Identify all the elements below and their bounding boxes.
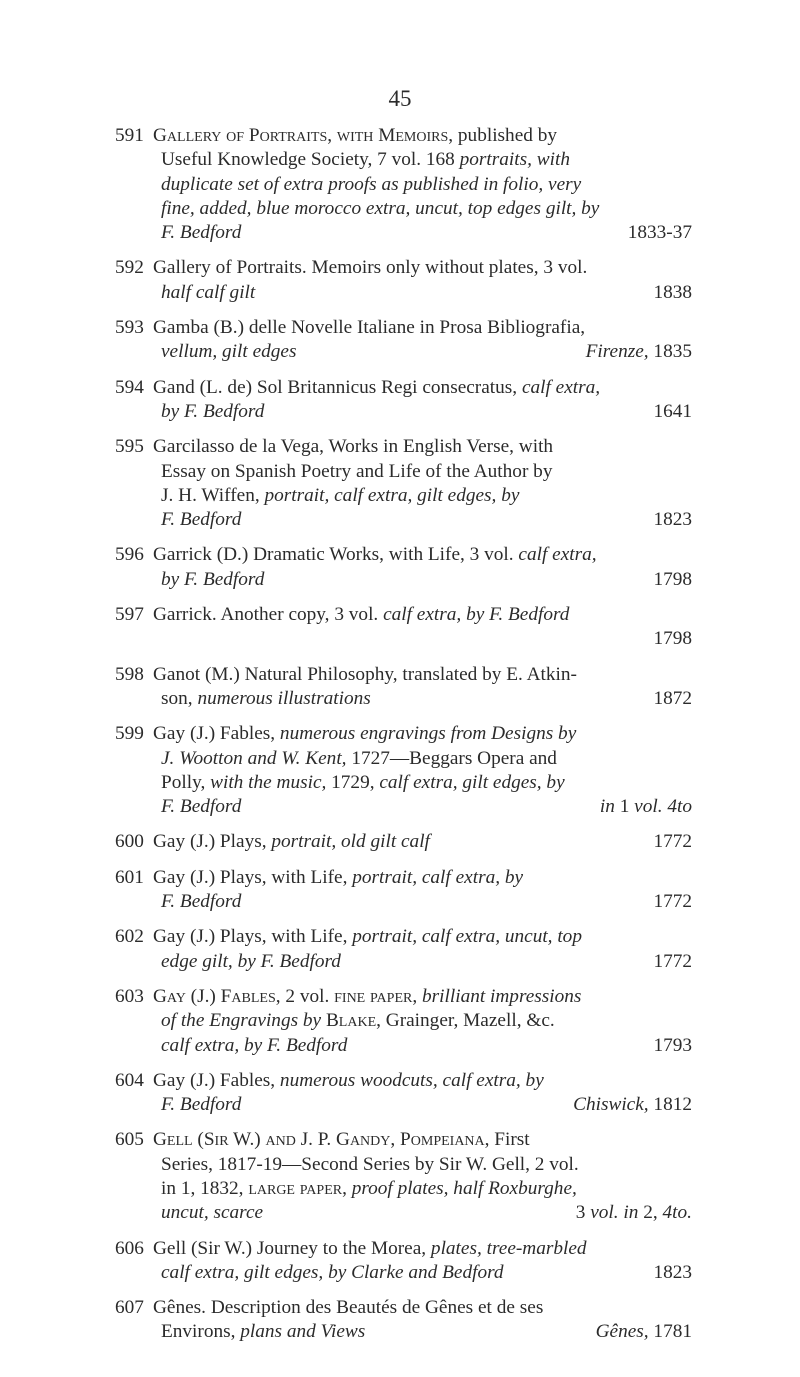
text-segment: Gamba (B.) delle Novelle Italiane in Prosa Bibliografia, — [153, 317, 586, 339]
catalogue-entry — [117, 1237, 692, 1286]
text-segment: Gallery of Portraits. Memoirs only without plates, 3 vol. — [153, 257, 588, 279]
entry-line — [153, 484, 692, 508]
text-segment: 1781 — [648, 1321, 692, 1343]
entry-line — [153, 508, 692, 532]
text-segment: 1798 — [653, 628, 692, 650]
catalogue-entry — [117, 1128, 692, 1225]
entry-line — [153, 1237, 692, 1261]
entry-line — [153, 1201, 692, 1225]
entry-line — [153, 1034, 692, 1058]
line-right-date — [653, 281, 692, 305]
line-right-date — [653, 830, 692, 854]
line-right-date — [596, 1320, 692, 1344]
line-right-date — [653, 890, 692, 914]
entry-line — [153, 1009, 692, 1033]
small-caps-text: Gallery of Portraits, with Memoirs, — [153, 125, 454, 146]
entry-line — [153, 925, 692, 949]
entry-line — [153, 1296, 692, 1320]
line-left — [161, 950, 341, 974]
text-segment: 1838 — [653, 281, 692, 303]
italic-text: calf extra, by F. Bedford — [383, 604, 570, 626]
lot-number: 598 — [115, 663, 144, 685]
italic-text: portrait, calf extra, gilt edges, by — [264, 484, 520, 506]
small-caps-text: Blake, — [321, 1010, 381, 1032]
lot-number: 592 — [115, 257, 144, 279]
italic-text: of the Engravings by — [161, 1010, 322, 1032]
line-right-date — [600, 795, 692, 819]
italic-text: portraits, with — [459, 149, 570, 171]
catalogue-entry — [117, 663, 692, 712]
line-left — [161, 890, 241, 914]
entry-line — [153, 747, 692, 771]
text-segment: Essay on Spanish Poetry and Life of the Author by — [161, 460, 553, 482]
entry-line — [153, 197, 692, 221]
entry-line — [153, 1177, 692, 1201]
catalogue-entry — [117, 543, 692, 592]
italic-text: F. Bedford — [161, 796, 242, 818]
italic-text: edge gilt, by F. Bedford — [161, 950, 341, 972]
entry-line — [153, 1153, 692, 1177]
entry-line — [153, 340, 692, 364]
italic-text: plates, tree-marbled — [430, 1237, 587, 1259]
line-right-date — [653, 400, 692, 424]
italic-text: uncut, scarce — [161, 1202, 264, 1224]
catalogue-entry — [117, 124, 692, 245]
entry-line — [153, 435, 692, 459]
italic-text: calf extra, — [518, 544, 597, 566]
italic-text: Gênes, — [595, 1321, 649, 1343]
entry-line — [153, 568, 692, 592]
italic-text: calf extra, — [521, 376, 601, 398]
entry-line — [153, 687, 692, 711]
text-segment: Gay (J.) Plays, with Life, — [153, 866, 353, 888]
entry-line — [153, 950, 692, 974]
entry-line — [153, 603, 692, 627]
entry-line — [153, 1093, 692, 1117]
text-segment: in 1, 1832, — [161, 1177, 249, 1199]
text-segment: published by — [453, 125, 557, 146]
entry-line — [153, 722, 692, 746]
italic-text: duplicate set of extra proofs as published in folio, very — [161, 173, 582, 195]
line-right-date — [576, 1201, 692, 1225]
catalogue-entry — [117, 603, 692, 652]
text-segment: 1812 — [648, 1094, 692, 1116]
line-left — [161, 281, 255, 305]
italic-text: portrait, calf extra, by — [352, 866, 524, 888]
italic-text: vol. in — [590, 1202, 639, 1224]
catalogue-entry — [117, 1069, 692, 1118]
line-right-date — [653, 687, 692, 711]
lot-number: 601 — [115, 866, 144, 888]
text-segment: 3 — [575, 1202, 591, 1224]
entry-line — [153, 795, 692, 819]
small-caps-text: fine paper, — [334, 985, 418, 1007]
italic-text: in — [599, 796, 615, 818]
italic-text: numerous illustrations — [197, 687, 371, 709]
italic-text: numerous engravings from Designs by — [279, 723, 577, 745]
text-segment: 1872 — [653, 687, 692, 709]
italic-text: F. Bedford — [161, 891, 242, 913]
text-segment: 1772 — [653, 891, 692, 913]
catalogue-entry — [117, 925, 692, 974]
text-segment: First — [489, 1129, 530, 1151]
text-segment: 1793 — [653, 1034, 692, 1056]
text-segment: Garcilasso de la Vega, Works in English Verse, with — [153, 436, 554, 458]
italic-text: Firenze, — [585, 341, 649, 363]
italic-text: calf extra, by F. Bedford — [161, 1034, 348, 1056]
entry-line — [153, 890, 692, 914]
line-left — [161, 1093, 241, 1117]
page-number: 45 — [388, 86, 412, 111]
line-right-date — [653, 1034, 692, 1058]
entry-line — [153, 281, 692, 305]
italic-text: half calf gilt — [161, 281, 256, 303]
text-segment: 1729, — [326, 771, 380, 793]
catalogue-entry — [117, 985, 692, 1058]
text-segment: 1 — [614, 796, 635, 818]
line-right-date — [653, 1261, 692, 1285]
italic-text: brilliant impressions — [417, 985, 582, 1007]
italic-text: vol. 4to — [634, 796, 692, 818]
italic-text: calf extra, gilt edges, by Clarke and Bedford — [161, 1261, 504, 1283]
catalogue-entry — [117, 316, 692, 365]
entry-line — [153, 985, 692, 1009]
text-segment: Gay (J.) Fables, — [153, 723, 280, 745]
entry-line — [153, 866, 692, 890]
lot-number: 594 — [115, 376, 144, 398]
italic-text: portrait, calf extra, uncut, top — [352, 926, 582, 948]
catalogue-entry — [117, 1296, 692, 1345]
entry-line — [153, 376, 692, 400]
lot-number: 596 — [115, 544, 144, 566]
line-right-date — [653, 508, 692, 532]
line-right-date — [628, 221, 692, 245]
text-segment: Gênes. Description des Beautés de Gênes et de ses — [153, 1297, 544, 1319]
text-segment: 1798 — [653, 568, 692, 590]
lot-number: 604 — [115, 1069, 144, 1091]
catalogue-entry — [117, 722, 692, 819]
entry-line — [153, 148, 692, 172]
line-left — [161, 340, 296, 364]
entry-line — [153, 124, 692, 148]
line-right-date — [653, 950, 692, 974]
text-segment: 1835 — [648, 341, 692, 363]
text-segment: son, — [161, 687, 198, 709]
text-segment: 1833-37 — [627, 222, 692, 244]
lot-number: 591 — [115, 125, 144, 146]
line-left — [161, 221, 241, 245]
italic-text: F. Bedford — [161, 509, 242, 531]
text-segment: Environs, — [161, 1321, 241, 1343]
italic-text: J. Wootton and W. Kent, — [161, 747, 347, 769]
entry-line — [153, 256, 692, 280]
entry-line — [153, 460, 692, 484]
text-segment: Gay (J.) Fables, — [153, 1069, 280, 1091]
italic-text: by F. Bedford — [161, 568, 265, 590]
italic-text: numerous woodcuts, calf extra, by — [279, 1069, 544, 1091]
lot-number: 603 — [115, 985, 144, 1007]
italic-text: vellum, gilt edges — [161, 341, 297, 363]
entry-line — [153, 1069, 692, 1093]
entry-line — [153, 663, 692, 687]
entry-line — [153, 1261, 692, 1285]
italic-text: 4to. — [662, 1202, 692, 1224]
line-left — [161, 568, 264, 592]
line-left — [161, 508, 241, 532]
entry-line — [153, 627, 692, 651]
line-left — [161, 687, 371, 711]
line-right-date — [586, 340, 692, 364]
text-segment: Gay (J.) Plays, — [153, 831, 272, 853]
catalogue-entry — [117, 866, 692, 915]
italic-text: plans and Views — [240, 1321, 366, 1343]
entry-line — [153, 400, 692, 424]
text-segment: Series, 1817-19—Second Series by Sir W. Gell, 2 vol. — [161, 1153, 579, 1175]
text-segment: Gell (Sir W.) Journey to the Morea, — [153, 1237, 431, 1259]
text-segment: 1641 — [653, 400, 692, 422]
line-left — [161, 795, 241, 819]
italic-text: portrait, old gilt calf — [271, 831, 430, 853]
catalogue-entry — [117, 256, 692, 305]
lot-number: 607 — [115, 1297, 144, 1319]
entry-line — [153, 830, 692, 854]
line-left — [161, 1320, 365, 1344]
lot-number: 605 — [115, 1129, 144, 1151]
catalogue-entries — [117, 124, 692, 1356]
text-segment: 1823 — [653, 1261, 692, 1283]
text-segment: Gand (L. de) Sol Britannicus Regi consecratus, — [153, 376, 522, 398]
text-segment: Garrick (D.) Dramatic Works, with Life, 3 vol. — [153, 544, 519, 566]
lot-number: 599 — [115, 723, 144, 745]
line-left — [161, 1261, 504, 1285]
catalogue-entry — [117, 830, 692, 854]
catalogue-entry — [117, 435, 692, 532]
entry-line — [153, 771, 692, 795]
text-segment: 1823 — [653, 509, 692, 531]
entry-line — [153, 543, 692, 567]
line-right-date — [653, 568, 692, 592]
text-segment: 1727—Beggars Opera and — [346, 747, 557, 769]
text-segment: Ganot (M.) Natural Philosophy, translated by E. Atkin- — [153, 663, 577, 685]
lot-number: 602 — [115, 926, 144, 948]
text-segment: Gay (J.) Plays, with Life, — [153, 926, 353, 948]
text-segment: 2, — [638, 1202, 663, 1224]
italic-text: fine, added, blue morocco extra, uncut, top edges gilt, by — [161, 197, 600, 219]
line-right-date — [573, 1093, 692, 1117]
entry-line — [153, 173, 692, 197]
line-left — [161, 400, 264, 424]
small-caps-text: large paper, — [248, 1177, 347, 1199]
text-segment: Polly, — [161, 771, 211, 793]
italic-text: Chiswick, — [573, 1094, 649, 1116]
lot-number: 597 — [115, 604, 144, 626]
italic-text: by F. Bedford — [161, 400, 265, 422]
line-left — [161, 1034, 347, 1058]
entry-line — [153, 221, 692, 245]
text-segment: 1772 — [653, 950, 692, 972]
entry-line — [153, 1128, 692, 1152]
text-segment: Useful Knowledge Society, 7 vol. 168 — [161, 149, 460, 171]
text-segment: Garrick. Another copy, 3 vol. — [153, 604, 384, 626]
catalogue-entry — [117, 376, 692, 425]
italic-text: proof plates, half Roxburghe, — [346, 1177, 577, 1199]
small-caps-text: Gay (J.) Fables, — [153, 985, 281, 1007]
line-left — [161, 1201, 263, 1225]
lot-number: 600 — [115, 831, 144, 853]
text-segment: 1772 — [653, 831, 692, 853]
lot-number: 606 — [115, 1237, 144, 1259]
text-segment: Grainger, Mazell, &c. — [380, 1010, 555, 1032]
lot-number: 593 — [115, 317, 144, 339]
entry-line — [153, 1320, 692, 1344]
line-left — [153, 830, 430, 854]
text-segment: 2 vol. — [280, 985, 335, 1007]
entry-line — [153, 316, 692, 340]
small-caps-text: Gell (Sir W.) and J. P. Gandy, Pompeiana, — [153, 1129, 490, 1151]
italic-text: calf extra, gilt edges, by — [379, 771, 565, 793]
italic-text: F. Bedford — [161, 1094, 242, 1116]
lot-number: 595 — [115, 436, 144, 458]
italic-text: with the music, — [210, 771, 327, 793]
italic-text: F. Bedford — [161, 222, 242, 244]
text-segment: J. H. Wiffen, — [161, 484, 265, 506]
